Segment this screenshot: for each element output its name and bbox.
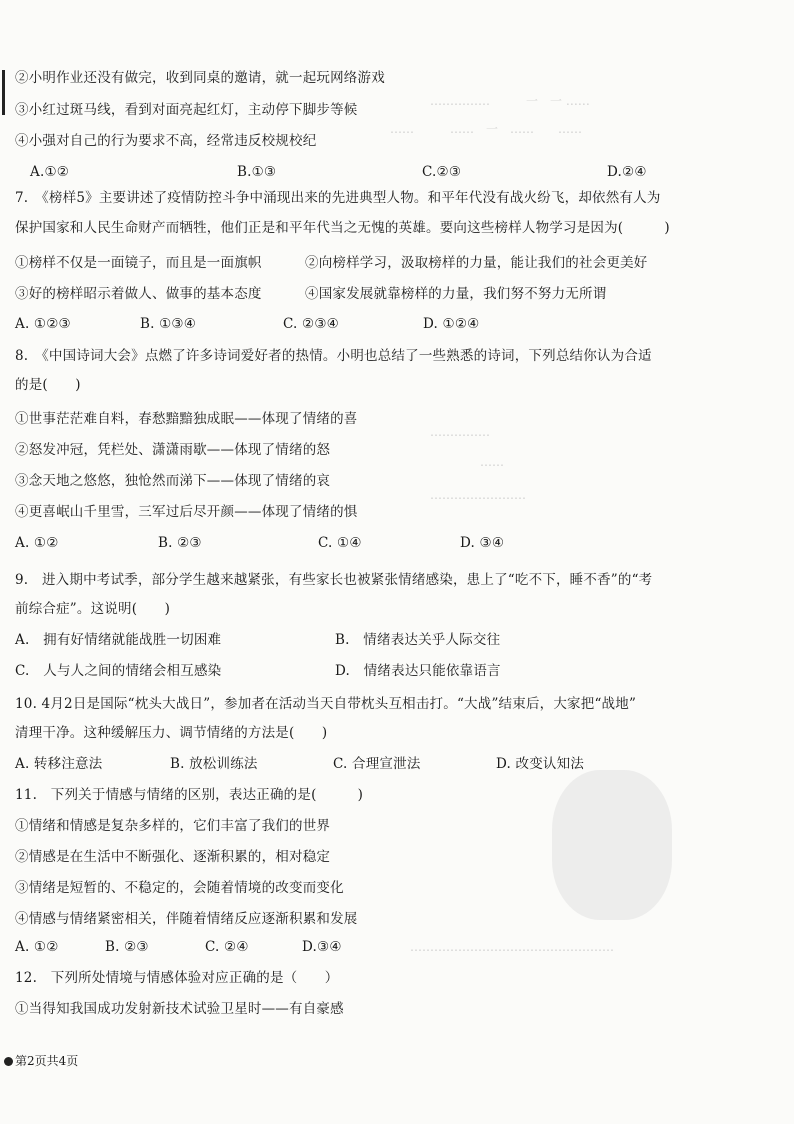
bleed-through: …… (480, 455, 504, 469)
text-line: B. ②③ (158, 535, 202, 551)
text-line: ④情感与情绪紧密相关，伴随着情绪反应逐渐积累和发展 (15, 911, 358, 927)
text-line: ①当得知我国成功发射新技术试验卫星时——有自豪感 (15, 1001, 344, 1017)
text-line: 10. 4月2日是国际“枕头大战日”，参加者在活动当天自带枕头互相击打。“大战”结束后，大家把“战地” (15, 696, 637, 712)
text-line: ③念天地之悠悠，独怆然而涕下——体现了情绪的哀 (15, 473, 331, 489)
bleed-through: …………………… (430, 488, 526, 502)
text-line: B. 放松训练法 (170, 756, 258, 772)
bleed-through: …………… 一 一 …… (430, 94, 590, 108)
bleed-through: …………… (430, 425, 490, 439)
text-line: ③情绪是短暂的、不稳定的，会随着情境的改变而变化 (15, 880, 344, 896)
text-line: B. ②③ (105, 939, 149, 955)
text-line: 9. 进入期中考试季，部分学生越来越紧张，有些家长也被紧张情绪感染，患上了“吃不下，睡不香”的“考 (15, 572, 653, 588)
text-line: ③好的榜样昭示着做人、做事的基本态度 (15, 286, 262, 302)
text-line: ②向榜样学习，汲取榜样的力量，能让我们的社会更美好 (305, 255, 648, 271)
text-line: 7. 《榜样5》主要讲述了疫情防控斗争中涌现出来的先进典型人物。和平年代没有战火纷飞，却依然有人为 (15, 190, 661, 206)
text-line: 8. 《中国诗词大会》点燃了许多诗词爱好者的热情。小明也总结了一些熟悉的诗词，下列总结你认为合适 (15, 348, 652, 364)
text-line: D. ③④ (460, 535, 505, 551)
text-line: D. 改变认知法 (496, 756, 585, 772)
bleed-through: …………………………………………… (410, 940, 614, 954)
text-line: A. 拥有好情绪就能战胜一切困难 (15, 632, 222, 648)
text-line: ②小明作业还没有做完，收到同桌的邀请，就一起玩网络游戏 (15, 70, 385, 86)
text-line: C. 人与人之间的情绪会相互感染 (15, 663, 222, 679)
text-line: ②情感是在生活中不断强化、逐渐积累的，相对稳定 (15, 849, 331, 865)
text-line: 的是( ) (15, 377, 81, 393)
bleed-through: …… …… 一 …… …… (390, 122, 583, 136)
text-line: ③小红过斑马线，看到对面亮起红灯，主动停下脚步等候 (15, 102, 358, 118)
text-line: D. ①②④ (423, 316, 480, 332)
text-line: B. ①③④ (140, 316, 197, 332)
text-line: C.②③ (422, 164, 462, 180)
text-line: ①世事茫茫难自料，春愁黯黯独成眠——体现了情绪的喜 (15, 411, 358, 427)
text-line: C. ②③④ (283, 316, 339, 332)
text-line: 保护国家和人民生命财产而牺牲，他们正是和平年代当之无愧的英雄。要向这些榜样人物学习是因为( ) (15, 220, 670, 236)
text-line: C. 合理宣泄法 (333, 756, 421, 772)
text-line: ①情绪和情感是复杂多样的，它们丰富了我们的世界 (15, 818, 331, 834)
cartoon-smudge (552, 770, 672, 920)
text-line: ④小强对自己的行为要求不高，经常违反校规校纪 (15, 133, 317, 149)
text-line: A. ①②③ (15, 316, 71, 332)
text-line: ②怒发冲冠，凭栏处、潇潇雨歇——体现了情绪的怒 (15, 442, 331, 458)
text-line: 12. 下列所处情境与情感体验对应正确的是（ ） (15, 970, 339, 986)
text-line: C. ①④ (318, 535, 362, 551)
text-line: A. 转移注意法 (15, 756, 103, 772)
text-line: C. ②④ (205, 939, 249, 955)
text-line: ①榜样不仅是一面镜子，而且是一面旗帜 (15, 255, 262, 271)
text-line: 清理干净。这种缓解压力、调节情绪的方法是( ) (15, 725, 328, 741)
text-line: D. 情绪表达只能依靠语言 (335, 663, 501, 679)
text-line: B.①③ (237, 164, 277, 180)
text-line: ④更喜岷山千里雪，三军过后尽开颜——体现了情绪的惧 (15, 504, 358, 520)
text-line: A.①② (30, 164, 70, 180)
text-line: 11. 下列关于情感与情绪的区别，表达正确的是( ) (15, 787, 364, 803)
text-line: ④国家发展就靠榜样的力量，我们努不努力无所谓 (305, 286, 607, 302)
text-line: A. ①② (15, 535, 59, 551)
text-line: D.③④ (302, 939, 342, 955)
text-line: B. 情绪表达关乎人际交往 (335, 632, 501, 648)
footer-dot-icon (4, 1057, 13, 1066)
text-line: A. ①② (15, 939, 59, 955)
text-line: 前综合症”。这说明( ) (15, 601, 171, 617)
text-line: D.②④ (607, 164, 647, 180)
page-number: 第2页共4页 (15, 1054, 79, 1068)
page-footer (4, 1052, 78, 1069)
binding-mark (2, 70, 5, 115)
